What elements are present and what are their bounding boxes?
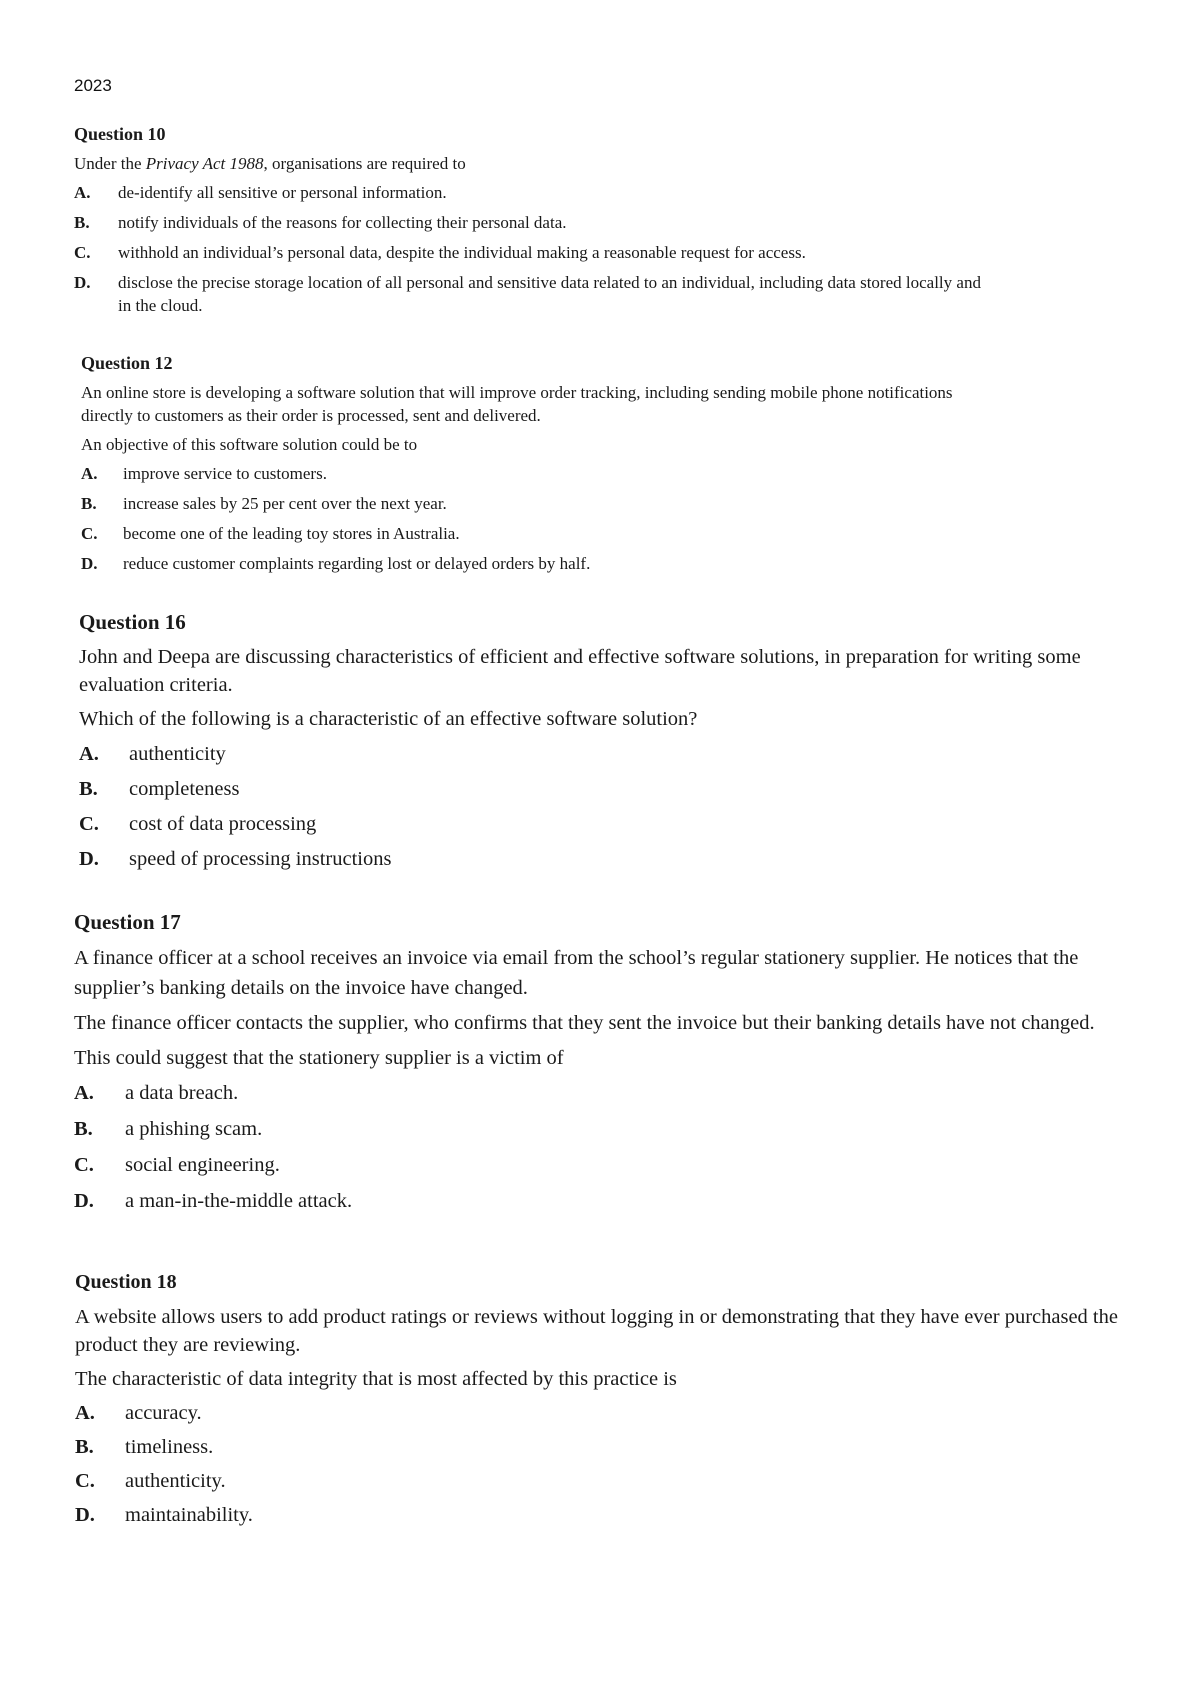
option-b[interactable]	[74, 211, 994, 234]
stem-text-post: , organisations are required to	[263, 154, 466, 173]
option-letter: D.	[79, 848, 99, 870]
option-a[interactable]	[81, 462, 1001, 485]
option-text: completeness	[129, 778, 240, 800]
option-d[interactable]	[74, 1186, 1144, 1216]
option-text: a phishing scam.	[125, 1118, 263, 1140]
page-year: 2023	[74, 76, 112, 95]
option-text: de-identify all sensitive or personal information.	[118, 183, 447, 202]
question-title: Question 10	[74, 124, 166, 144]
option-text: social engineering.	[125, 1154, 280, 1176]
option-letter: B.	[81, 494, 97, 513]
option-text: cost of data processing	[129, 813, 317, 835]
option-letter: A.	[79, 743, 99, 765]
option-text: authenticity.	[125, 1470, 226, 1492]
question-10	[74, 123, 994, 324]
option-d[interactable]	[79, 845, 1139, 873]
option-letter: C.	[79, 813, 99, 835]
option-c[interactable]	[79, 810, 1139, 838]
option-b[interactable]	[75, 1433, 1145, 1461]
option-letter: B.	[74, 213, 90, 232]
option-letter: B.	[75, 1436, 94, 1458]
option-letter: B.	[74, 1118, 93, 1140]
question-stem: An online store is developing a software solution that will improve order tracking, including sending mobile phone notifications directly to customers as their order is processed, sent and delivered.	[81, 383, 953, 425]
option-text: improve service to customers.	[123, 464, 327, 483]
option-letter: D.	[81, 554, 98, 573]
option-a[interactable]	[74, 181, 994, 204]
option-c[interactable]	[75, 1467, 1145, 1495]
option-text: timeliness.	[125, 1436, 214, 1458]
option-text: increase sales by 25 per cent over the next year.	[123, 494, 447, 513]
option-letter: D.	[75, 1504, 95, 1526]
option-c[interactable]	[74, 1150, 1144, 1180]
option-letter: A.	[74, 1082, 94, 1104]
option-d[interactable]	[75, 1501, 1145, 1529]
stem-text-pre: Under the	[74, 154, 146, 173]
question-prompt: An objective of this software solution could be to	[81, 435, 418, 454]
question-16	[79, 609, 1139, 880]
option-letter: D.	[74, 1190, 94, 1212]
option-c[interactable]	[74, 241, 994, 264]
option-letter: A.	[75, 1402, 95, 1424]
question-title: Question 17	[74, 910, 181, 934]
option-text: withhold an individual’s personal data, despite the individual making a reasonable request for access.	[118, 243, 806, 262]
question-title: Question 16	[79, 610, 186, 634]
option-text: a data breach.	[125, 1082, 239, 1104]
option-text: maintainability.	[125, 1504, 253, 1526]
question-stem: A website allows users to add product ratings or reviews without logging in or demonstrating that they have ever purchased the product they are reviewing.	[75, 1306, 1118, 1356]
option-text: become one of the leading toy stores in Australia.	[123, 524, 460, 543]
question-prompt: Which of the following is a characteristic of an effective software solution?	[79, 708, 698, 730]
option-b[interactable]	[74, 1114, 1144, 1144]
option-text: reduce customer complaints regarding lost or delayed orders by half.	[123, 554, 591, 573]
question-stem: John and Deepa are discussing characteristics of efficient and effective software solutions, in preparation for writing some evaluation criteria.	[79, 646, 1081, 696]
question-title: Question 18	[75, 1271, 177, 1293]
question-stem-2: The finance officer contacts the supplier, who confirms that they sent the invoice but their banking details have not changed.	[74, 1012, 1095, 1034]
question-title: Question 12	[81, 353, 173, 373]
option-d[interactable]	[81, 552, 1001, 575]
option-letter: C.	[75, 1470, 95, 1492]
option-b[interactable]	[81, 492, 1001, 515]
question-stem	[74, 152, 994, 175]
option-text: disclose the precise storage location of all personal and sensitive data related to an individual, including data stored locally and in the cloud.	[118, 273, 981, 315]
option-text: a man-in-the-middle attack.	[125, 1190, 353, 1212]
option-letter: A.	[81, 464, 98, 483]
option-letter: A.	[74, 183, 91, 202]
option-letter: B.	[79, 778, 98, 800]
option-a[interactable]	[75, 1399, 1145, 1427]
option-letter: C.	[81, 524, 98, 543]
option-text: accuracy.	[125, 1402, 202, 1424]
option-letter: C.	[74, 1154, 94, 1176]
option-text: notify individuals of the reasons for collecting their personal data.	[118, 213, 567, 232]
option-a[interactable]	[74, 1078, 1144, 1108]
option-b[interactable]	[79, 775, 1139, 803]
option-a[interactable]	[79, 740, 1139, 768]
option-d[interactable]	[74, 271, 994, 317]
option-letter: D.	[74, 273, 91, 292]
question-18	[75, 1269, 1145, 1535]
act-title: Privacy Act 1988	[145, 154, 264, 173]
option-text: speed of processing instructions	[129, 848, 392, 870]
question-prompt: This could suggest that the stationery supplier is a victim of	[74, 1047, 564, 1069]
question-12	[81, 352, 1001, 582]
question-prompt: The characteristic of data integrity that is most affected by this practice is	[75, 1368, 677, 1390]
option-text: authenticity	[129, 743, 226, 765]
question-stem: A finance officer at a school receives an invoice via email from the school’s regular stationery supplier. He notices that the supplier’s banking details on the invoice have changed.	[74, 947, 1079, 999]
option-letter: C.	[74, 243, 91, 262]
option-c[interactable]	[81, 522, 1001, 545]
question-17	[74, 909, 1144, 1222]
